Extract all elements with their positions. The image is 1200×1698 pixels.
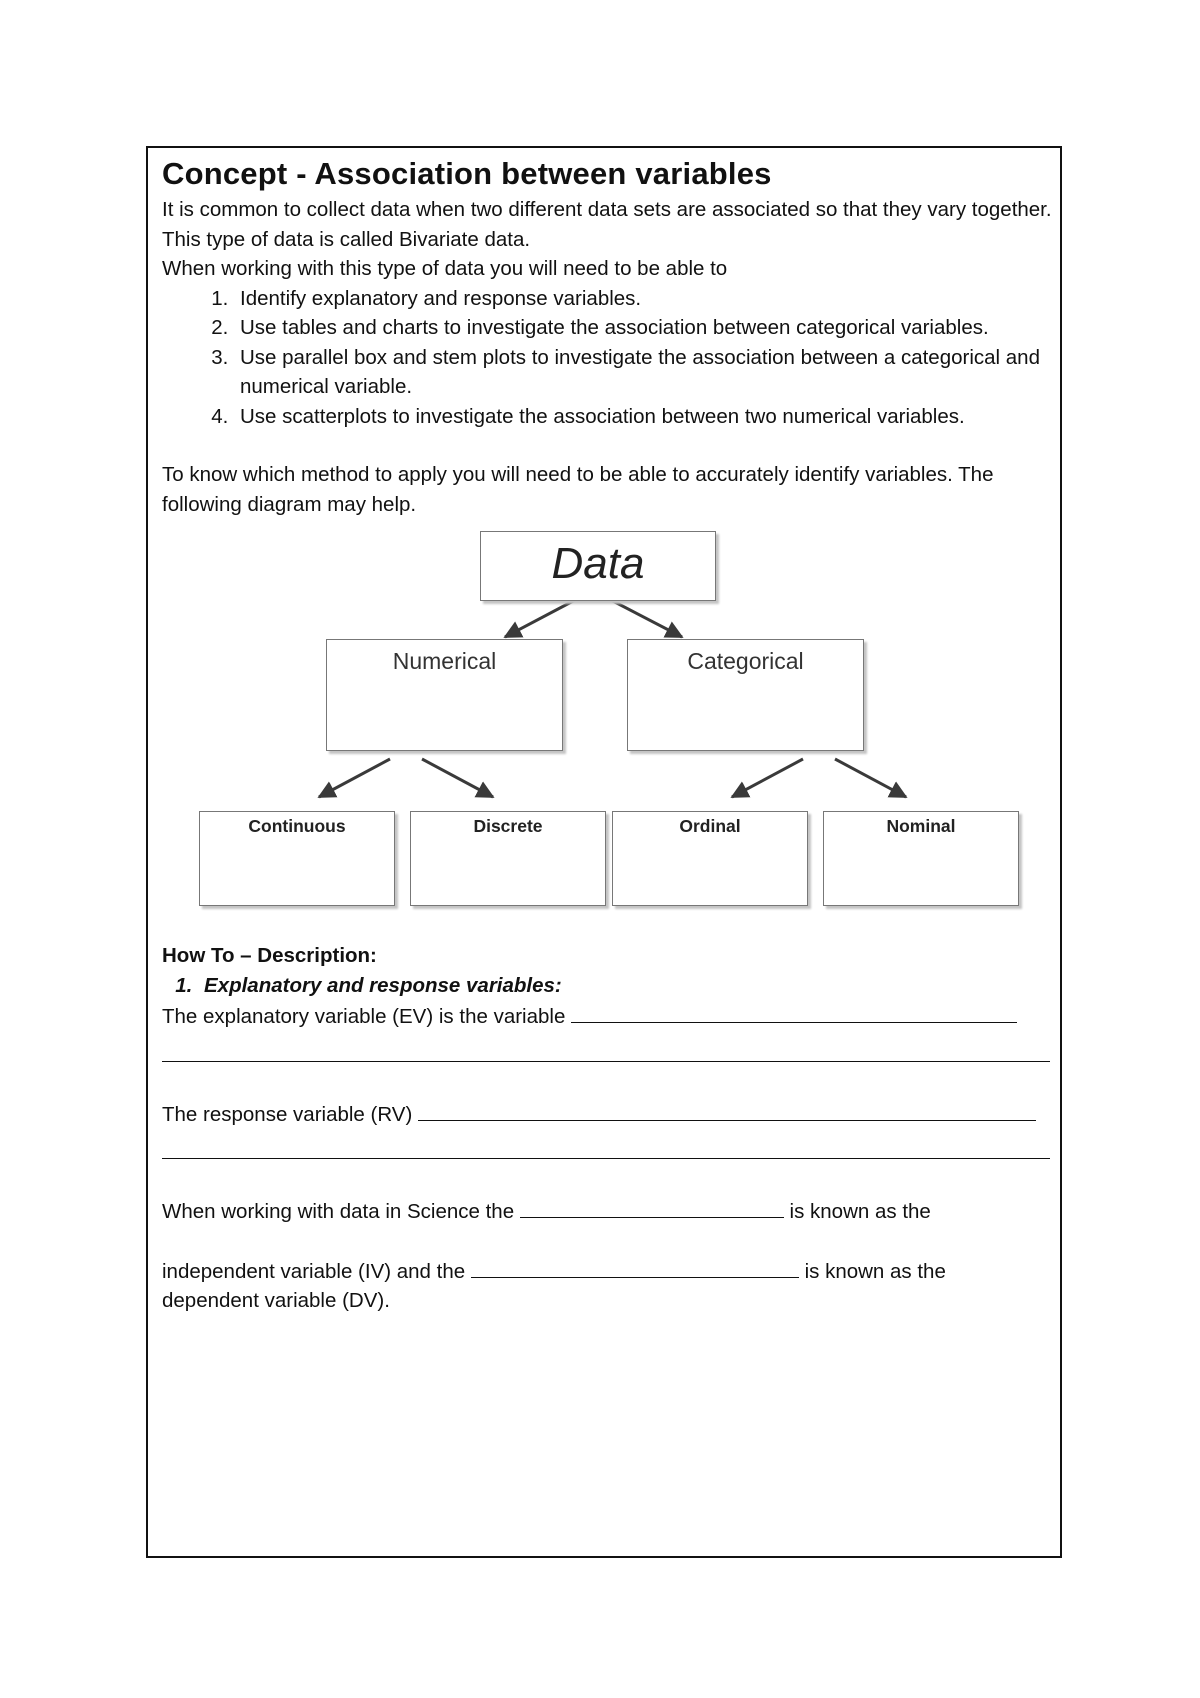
- skills-list-item: 3. Use parallel box and stem plots to investigate the association between a categorical and numerical variable.: [234, 343, 1052, 402]
- spacer: [162, 1159, 1052, 1195]
- variable-type-diagram: [162, 519, 1052, 939]
- how-to-section: [162, 941, 1052, 1316]
- iv-answer-blank[interactable]: [520, 1195, 784, 1218]
- diagram-leaf-discrete: Discrete: [410, 811, 606, 906]
- spacer: [162, 1129, 1052, 1158]
- intro-lead-in: When working with this type of data you will need to be able to: [162, 257, 728, 280]
- skills-list-item: 2. Use tables and charts to investigate the association between categorical variables.: [234, 313, 1052, 343]
- ev-definition-text: The explanatory variable (EV) is the variable: [162, 1005, 566, 1028]
- skills-list-item: 1. Identify explanatory and response variables.: [234, 284, 1052, 314]
- rv-definition-line: [162, 1098, 1052, 1130]
- arrow-categorical-to-ordinal: [732, 759, 803, 797]
- diagram-leaf-nominal: Nominal: [823, 811, 1019, 906]
- intro-paragraph: It is common to collect data when two different data sets are associated so that they vary together. This type of data is called Bivariate data.: [162, 198, 1052, 251]
- dv-answer-blank[interactable]: [471, 1255, 799, 1278]
- ev-definition-line: [162, 1000, 1052, 1032]
- diagram-leaf-ordinal: Ordinal: [612, 811, 808, 906]
- science-iv-line: [162, 1195, 1052, 1227]
- worksheet-frame: [146, 146, 1062, 1558]
- diagram-leaf-continuous: Continuous: [199, 811, 395, 906]
- science-text-a: When working with data in Science the: [162, 1200, 515, 1223]
- diagram-intro: To know which method to apply you will need to be able to accurately identify variables. The following diagram may help.: [162, 463, 994, 516]
- how-to-heading: How To – Description:: [162, 944, 377, 967]
- rv-definition-text: The response variable (RV): [162, 1102, 413, 1126]
- science-text-e: dependent variable (DV).: [162, 1289, 390, 1312]
- arrow-categorical-to-nominal: [835, 759, 906, 797]
- diagram-node-categorical: Categorical: [627, 639, 864, 751]
- page-title: Concept - Association between variables: [162, 156, 772, 191]
- arrow-numerical-to-continuous: [319, 759, 390, 797]
- how-to-item: 1. Explanatory and response variables:: [198, 971, 1052, 1001]
- skills-list: [162, 284, 1052, 432]
- spacer: [162, 1032, 1052, 1061]
- spacer: [162, 1062, 1052, 1098]
- science-text-d: is known as the: [804, 1259, 946, 1283]
- diagram-root-data: Data: [480, 531, 716, 601]
- diagram-node-numerical: Numerical: [326, 639, 563, 751]
- science-text-c: independent variable (IV) and the: [162, 1259, 466, 1283]
- arrow-numerical-to-discrete: [422, 759, 493, 797]
- science-text-b: is known as the: [789, 1200, 931, 1223]
- arrow-data-to-numerical: [505, 599, 577, 637]
- how-to-list: [162, 971, 1052, 1001]
- ev-answer-blank[interactable]: [571, 1000, 1017, 1023]
- skills-list-item: 4. Use scatterplots to investigate the association between two numerical variables.: [234, 402, 1052, 432]
- arrow-data-to-categorical: [609, 599, 682, 637]
- spacer: [162, 1227, 1052, 1255]
- spacer: [162, 431, 1052, 460]
- worksheet-content: [162, 154, 1052, 1316]
- science-dv-line: [162, 1255, 1052, 1287]
- rv-answer-blank[interactable]: [418, 1098, 1036, 1121]
